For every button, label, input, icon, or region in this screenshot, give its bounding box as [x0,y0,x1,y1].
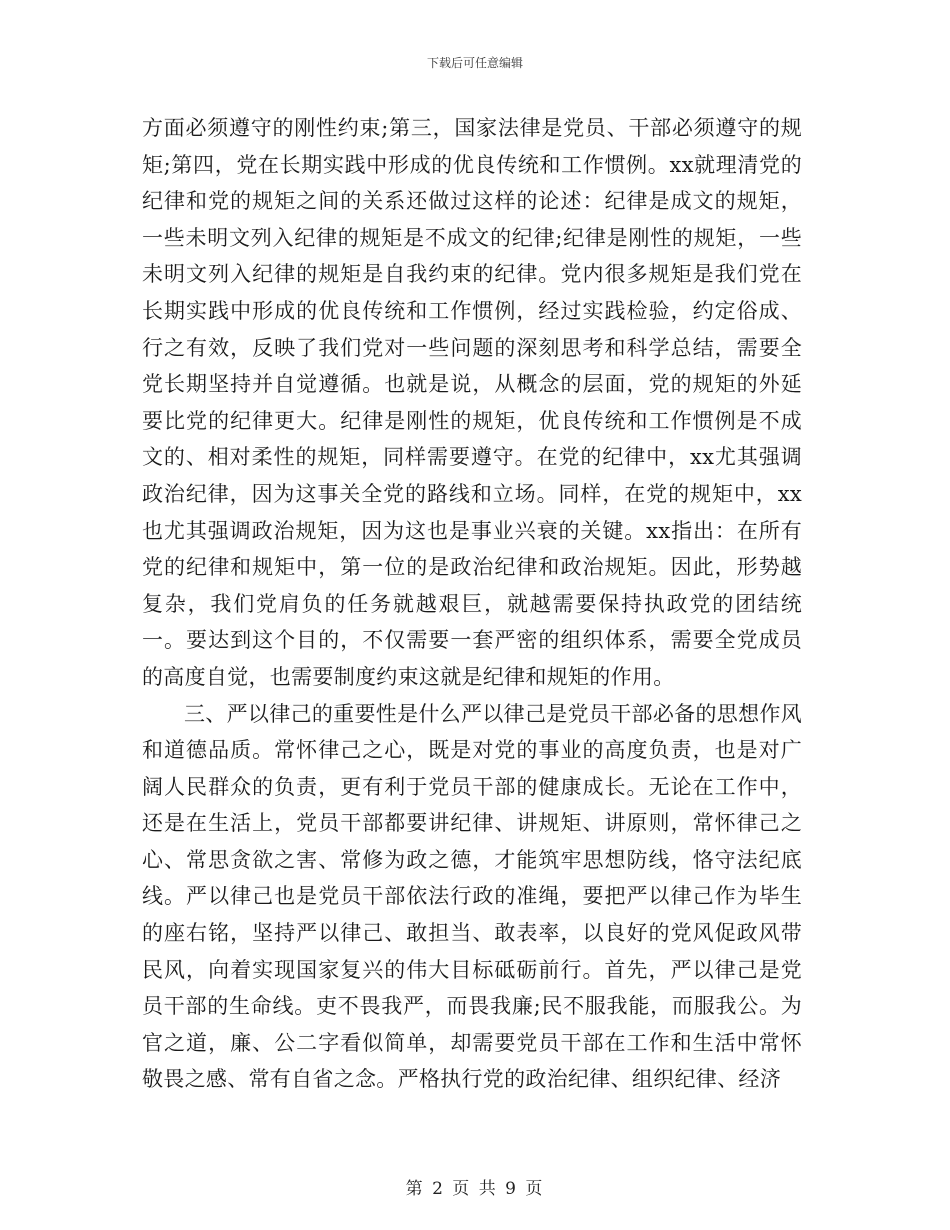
page-header: 下载后可任意编辑 [426,56,523,70]
paragraph-1: 方面必须遵守的刚性约束;第三，国家法律是党员、干部必须遵守的规矩;第四，党在长期实践中形成的优良传统和工作惯例。xx就理清党的纪律和党的规矩之间的关系还做过这样的论述：纪律是成文的规矩，一些未明文列入纪律的规矩是不成文的纪律;纪律是刚性的规矩，一些未明文列入纪律的规矩是自我约束的纪律。党内很多规矩是我们党在长期实践中形成的优良传统和工作惯例，经过实践检验，约定俗成、行之有效，反映了我们党对一些问题的深刻思考和科学总结，需要全党长期坚持并自觉遵循。也就是说，从概念的层面，党的规矩的外延要比党的纪律更大。纪律是刚性的规矩，优良传统和工作惯例是不成文的、相对柔性的规矩，同样需要遵守。在党的纪律中，xx尤其强调政治纪律，因为这事关全党的路线和立场。同样，在党的规矩中，xx也尤其强调政治规矩，因为这也是事业兴衰的关键。xx指出：在所有党的纪律和规矩中，第一位的是政治纪律和政治规矩。因此，形势越复杂，我们党肩负的任务就越艰巨，就越需要保持执政党的团结统一。要达到这个目的，不仅需要一套严密的组织体系，需要全党成员的高度自觉，也需要制度约束这就是纪律和规矩的作用。 [142,116,802,689]
paragraph-2: 三、严以律己的重要性是什么严以律己是党员干部必备的思想作风和道德品质。常怀律己之心，既是对党的事业的高度负责，也是对广阔人民群众的负责，更有利于党员干部的健康成长。无论在工作中，还是在生活上，党员干部都要讲纪律、讲规矩、讲原则，常怀律己之心、常思贪欲之害、常修为政之德，才能筑牢思想防线，恪守法纪底线。严以律己也是党员干部依法行政的准绳，要把严以律己作为毕生的座右铭，坚持严以律己、敢担当、敢表率，以良好的党风促政风带民风，向着实现国家复兴的伟大目标砥砺前行。首先，严以律己是党员干部的生命线。吏不畏我严，而畏我廉;民不服我能，而服我公。为官之道，廉、公二字看似简单，却需要党员干部在工作和生活中常怀敬畏之感、常有自省之念。严格执行党的政治纪律、组织纪律、经济 [142,701,802,1092]
page-number: 第 2 页 共 9 页 [405,1179,545,1199]
document-body [142,110,802,1098]
